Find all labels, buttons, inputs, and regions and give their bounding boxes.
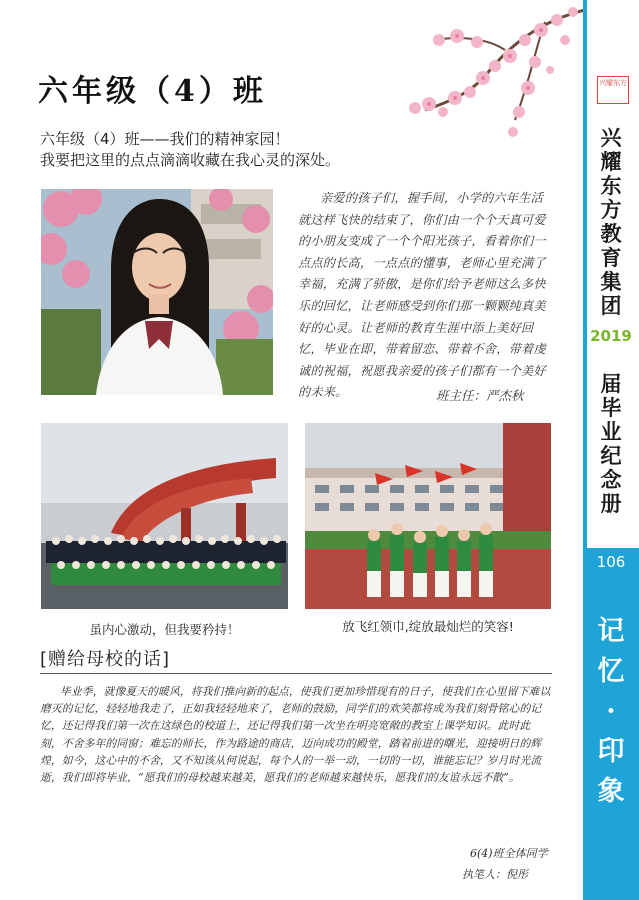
message-signature-class: 6(4)班全体同学 — [470, 847, 548, 860]
school-logo — [597, 76, 629, 104]
teacher-letter: 亲爱的孩子们，握手间，小学的六年生活就这样飞快的结束了，你们由一个个天真可爱的小朋友变成了一个个阳光孩子，看着你们一点点的长高，一点点的懂事，老师心里充满了幸福，充满了骄傲，是你们给予老师这么多快乐的回忆，让老师感受到你们那一颗颗纯真美好的心灵。让老师的教育生涯中添上美好回忆，毕业在即，带着留恋、带着不舍，带着虔诚的祝福，祝愿我亲爱的孩子们都有一个美好的未来。 — [298, 191, 546, 400]
slogan-char: 记 — [597, 616, 625, 647]
intro-line-2: 我要把这里的点点滴滴收藏在我心灵的深处。 — [40, 151, 341, 169]
group-char: 育 — [600, 245, 622, 270]
book-char: 念 — [600, 467, 622, 492]
teacher-portrait-photo — [41, 189, 273, 395]
group-char: 东 — [600, 173, 622, 198]
page-title: 六年级（4）班 — [38, 74, 267, 109]
photo-caption-1: 虽内心激动，但我要矜持！ — [89, 622, 240, 637]
group-char: 方 — [600, 197, 622, 222]
message-to-school: 毕业季，就像夏天的暖风，将我们推向新的起点，使我们更加珍惜现有的日子，使我们在心里留下难以磨灭的记忆，轻轻地我走了，正如我轻轻地来了，老师的鼓励，同学们的欢笑都将成为我们刻骨铭心的记忆，还记得我们第一次在这绿色的校道上，还记得我们第一次坐在明亮宽敞的教室上课学知识。此时此刻，不舍多年的同窗；难忘的师长，作为路途的商店，迈向成功的殿堂，踏着前进的曙光，迎接明日的辉煌，如今，这心中的不舍，又不知该从何说起，每个人的一举一动，一切的一切，谁能忘记？岁月时光流逝，我们即将毕业，“愿我们的母校越来越美，愿我们的老师越来越快乐，愿我们的友谊永远不散”。 — [40, 685, 551, 785]
red-scarf-celebration-photo — [305, 423, 551, 609]
group-char: 团 — [600, 293, 622, 318]
class-group-photo — [41, 423, 288, 609]
message-heading: [赠给母校的话] — [40, 649, 171, 670]
group-char: 集 — [600, 269, 622, 294]
school-logo-text: 兴耀东方 — [599, 79, 627, 87]
book-char: 纪 — [600, 443, 622, 468]
sidebar-slogan — [587, 612, 635, 812]
photo-caption-2: 放飞红领巾,绽放最灿烂的笑容! — [342, 619, 514, 634]
book-char: 届 — [600, 371, 622, 396]
book-char: 业 — [600, 419, 622, 444]
slogan-char: 忆 — [597, 656, 625, 687]
teacher-signature: 班主任：严杰秋 — [436, 388, 524, 403]
slogan-char: 印 — [597, 736, 625, 767]
sidebar — [583, 0, 639, 900]
group-char: 耀 — [600, 149, 622, 174]
graduation-year: 2019 — [590, 327, 632, 345]
book-char: 毕 — [600, 395, 622, 420]
message-signature-writer: 执笔人：倪彤 — [462, 868, 528, 881]
slogan-char: 象 — [597, 776, 625, 807]
group-char: 兴 — [600, 125, 622, 150]
slogan-char: · — [606, 696, 616, 727]
section-divider — [40, 673, 552, 674]
school-group-name — [593, 126, 629, 318]
yearbook-name — [593, 372, 629, 516]
group-char: 教 — [600, 221, 622, 246]
book-char: 册 — [600, 491, 622, 516]
intro-line-1: 六年级（4）班——我们的精神家园！ — [40, 130, 290, 148]
page-number: 106 — [596, 553, 626, 571]
cherry-blossom-decoration — [395, 0, 585, 150]
